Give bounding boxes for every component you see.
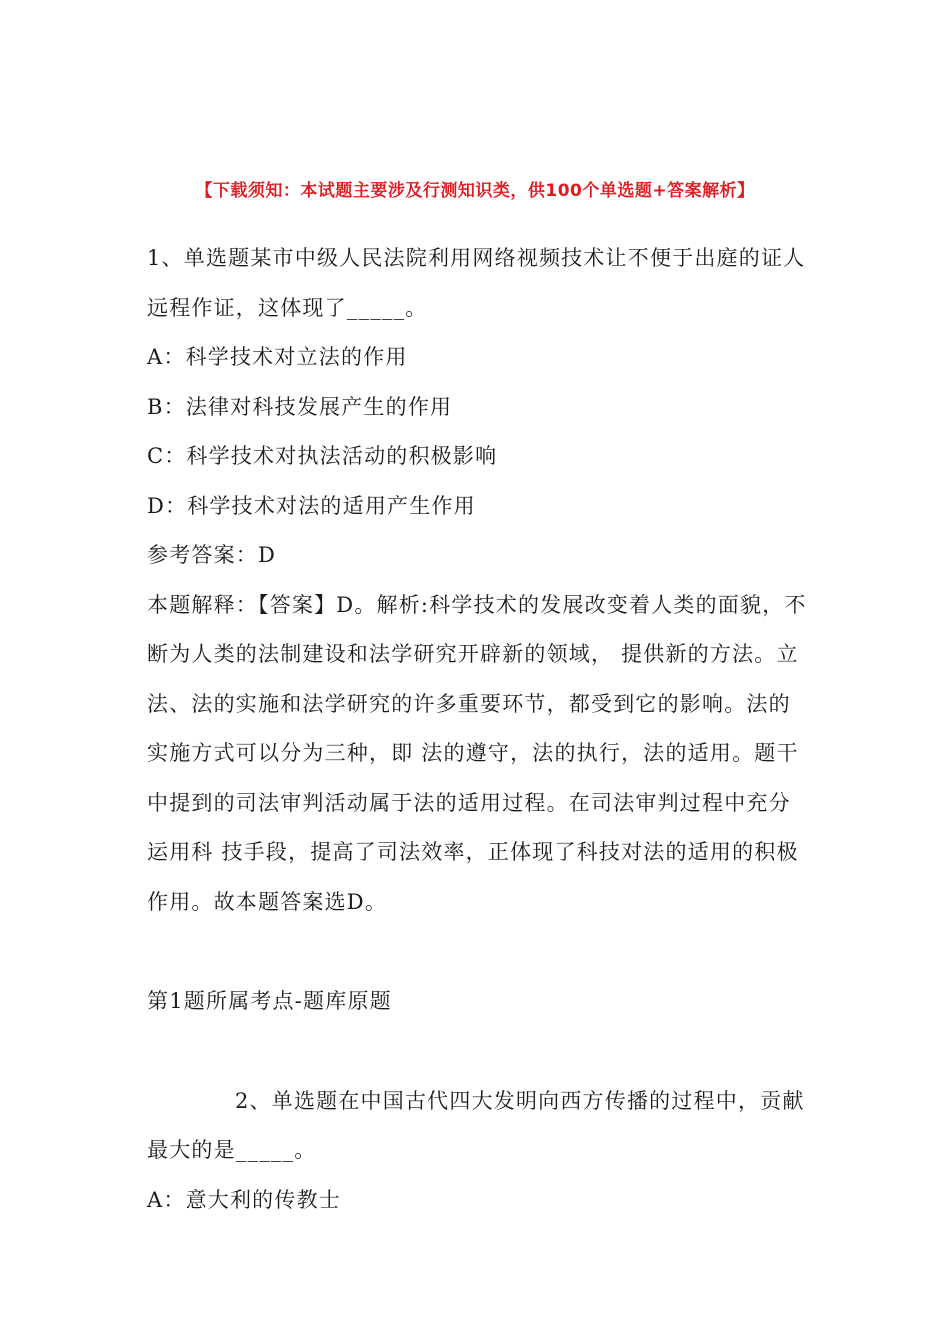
question-content (147, 234, 807, 1225)
spacer (147, 1027, 807, 1077)
question-2-option-a: A：意大利的传教士 (147, 1187, 341, 1212)
download-notice: 【下载须知：本试题主要涉及行测知识类，供100个单选题+答案解析】 (195, 181, 755, 201)
question-1-answer: 参考答案：D (147, 543, 277, 567)
question-1-option-a: A：科学技术对立法的作用 (147, 345, 408, 369)
question-1-option-d: D：科学技术对法的适用产生作用 (147, 493, 476, 518)
question-1-topic: 第1题所属考点-题库原题 (147, 989, 392, 1013)
question-2 (147, 1077, 807, 1226)
spacer (147, 927, 807, 977)
question-2-stem: 2、单选题在中国古代四大发明向西方传播的过程中，贡献最大的是_____。 (147, 1088, 805, 1162)
question-1-option-c: C：科学技术对执法活动的积极影响 (147, 444, 498, 468)
question-1-option-b: B：法律对科技发展产生的作用 (147, 394, 453, 419)
question-1 (147, 234, 807, 1027)
question-1-stem: 1、单选题某市中级人民法院利用网络视频技术让不便于出庭的证人远程作证，这体现了_____。 (147, 246, 806, 320)
question-1-explanation: 本题解释：【答案】D。解析:科学技术的发展改变着人类的面貌，不断为人类的法制建设和法学研究开辟新的领域， 提供新的方法。立法、法的实施和法学研究的许多重要环节，都受到它的影响。法的实施方式可以分为三种，即 法的遵守，法的执行，法的适用。题干中提到的司法审判活动属于法的适用过程。在司法审判过程中充分运用科 技手段，提高了司法效率，正体现了科技对法的适用的积极作用。故本题答案选D。 (147, 592, 807, 914)
